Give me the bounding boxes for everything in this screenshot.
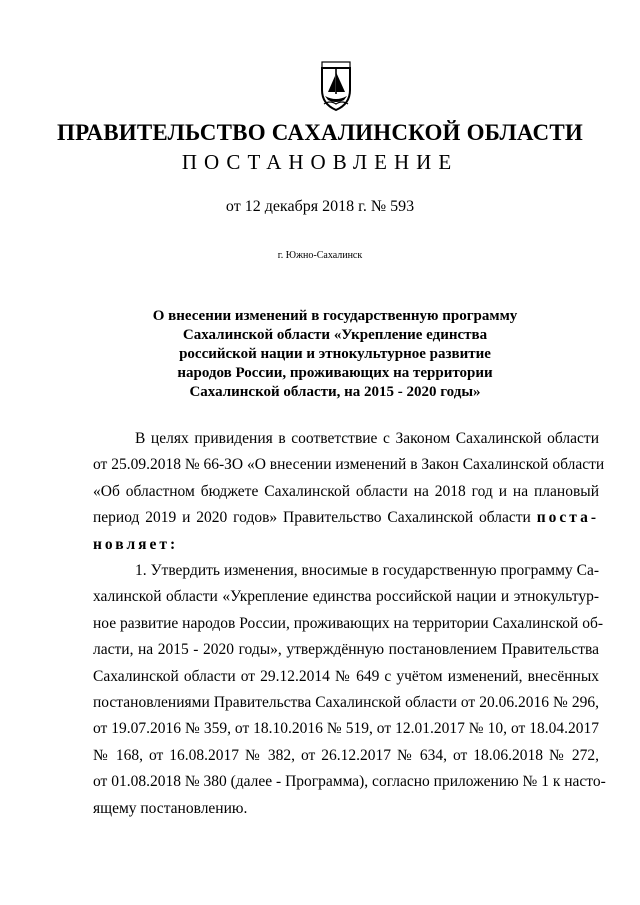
item-1-line: Сахалинской области от 29.12.2014 № 649 с учётом изменений, внесённых (93, 667, 599, 685)
resolves-keyword: поста- (536, 509, 600, 527)
item-1-line: 1. Утвердить изменения, вносимые в государственную программу Са- (135, 562, 599, 580)
document-type: ПОСТАНОВЛЕНИЕ (181, 150, 459, 174)
item-1-line: постановлениями Правительства Сахалинской области от 20.06.2016 № 296, (93, 694, 599, 712)
organization-title: ПРАВИТЕЛЬСТВО САХАЛИНСКОЙ ОБЛАСТИ (57, 120, 583, 145)
resolution-heading (130, 307, 540, 402)
item-1-line: ное развитие народов России, проживающих на территории Сахалинской об- (93, 614, 604, 632)
item-1-line: от 19.07.2016 № 359, от 18.10.2016 № 519, от 12.01.2017 № 10, от 18.04.2017 (93, 720, 599, 738)
preamble-line: период 2019 и 2020 годов» Правительство Сахалинской области (93, 509, 531, 527)
item-1-line: № 168, от 16.08.2017 № 382, от 26.12.2017 № 634, от 18.06.2018 № 272, (93, 746, 599, 764)
item-1-line: ящему постановлению. (93, 799, 248, 817)
document-date: от 12 декабря 2018 г. № 593 (225, 198, 415, 215)
item-1-line: халинской области «Укрепление единства российской нации и этнокультур- (93, 588, 599, 606)
document-body (93, 426, 606, 822)
resolves-keyword: новляет: (93, 535, 179, 553)
preamble-line: «Об областном бюджете Сахалинской области на 2018 год и на плановый (93, 482, 599, 500)
item-1-line: ласти, на 2015 - 2020 годы», утверждённую постановлением Правительства (93, 641, 599, 659)
heading-line: Сахалинской области «Укрепление единства (182, 327, 488, 343)
preamble-line-with-keyword (93, 505, 599, 531)
coat-of-arms-icon (316, 60, 356, 112)
heading-line: народов России, проживающих на территории (177, 365, 493, 381)
heading-line: О внесении изменений в государственную программу (152, 308, 518, 324)
heading-line: Сахалинской области, на 2015 - 2020 годы» (189, 384, 481, 400)
document-place: г. Южно-Сахалинск (277, 250, 363, 261)
preamble-line: В целях привидения в соответствие с Законом Сахалинской области (135, 430, 599, 447)
preamble-line: от 25.09.2018 № 66-ЗО «О внесении изменений в Закон Сахалинской области (93, 456, 605, 474)
item-1-line: от 01.08.2018 № 380 (далее - Программа), согласно приложению № 1 к насто- (93, 773, 606, 791)
heading-line: российской нации и этнокультурное развитие (179, 346, 491, 362)
